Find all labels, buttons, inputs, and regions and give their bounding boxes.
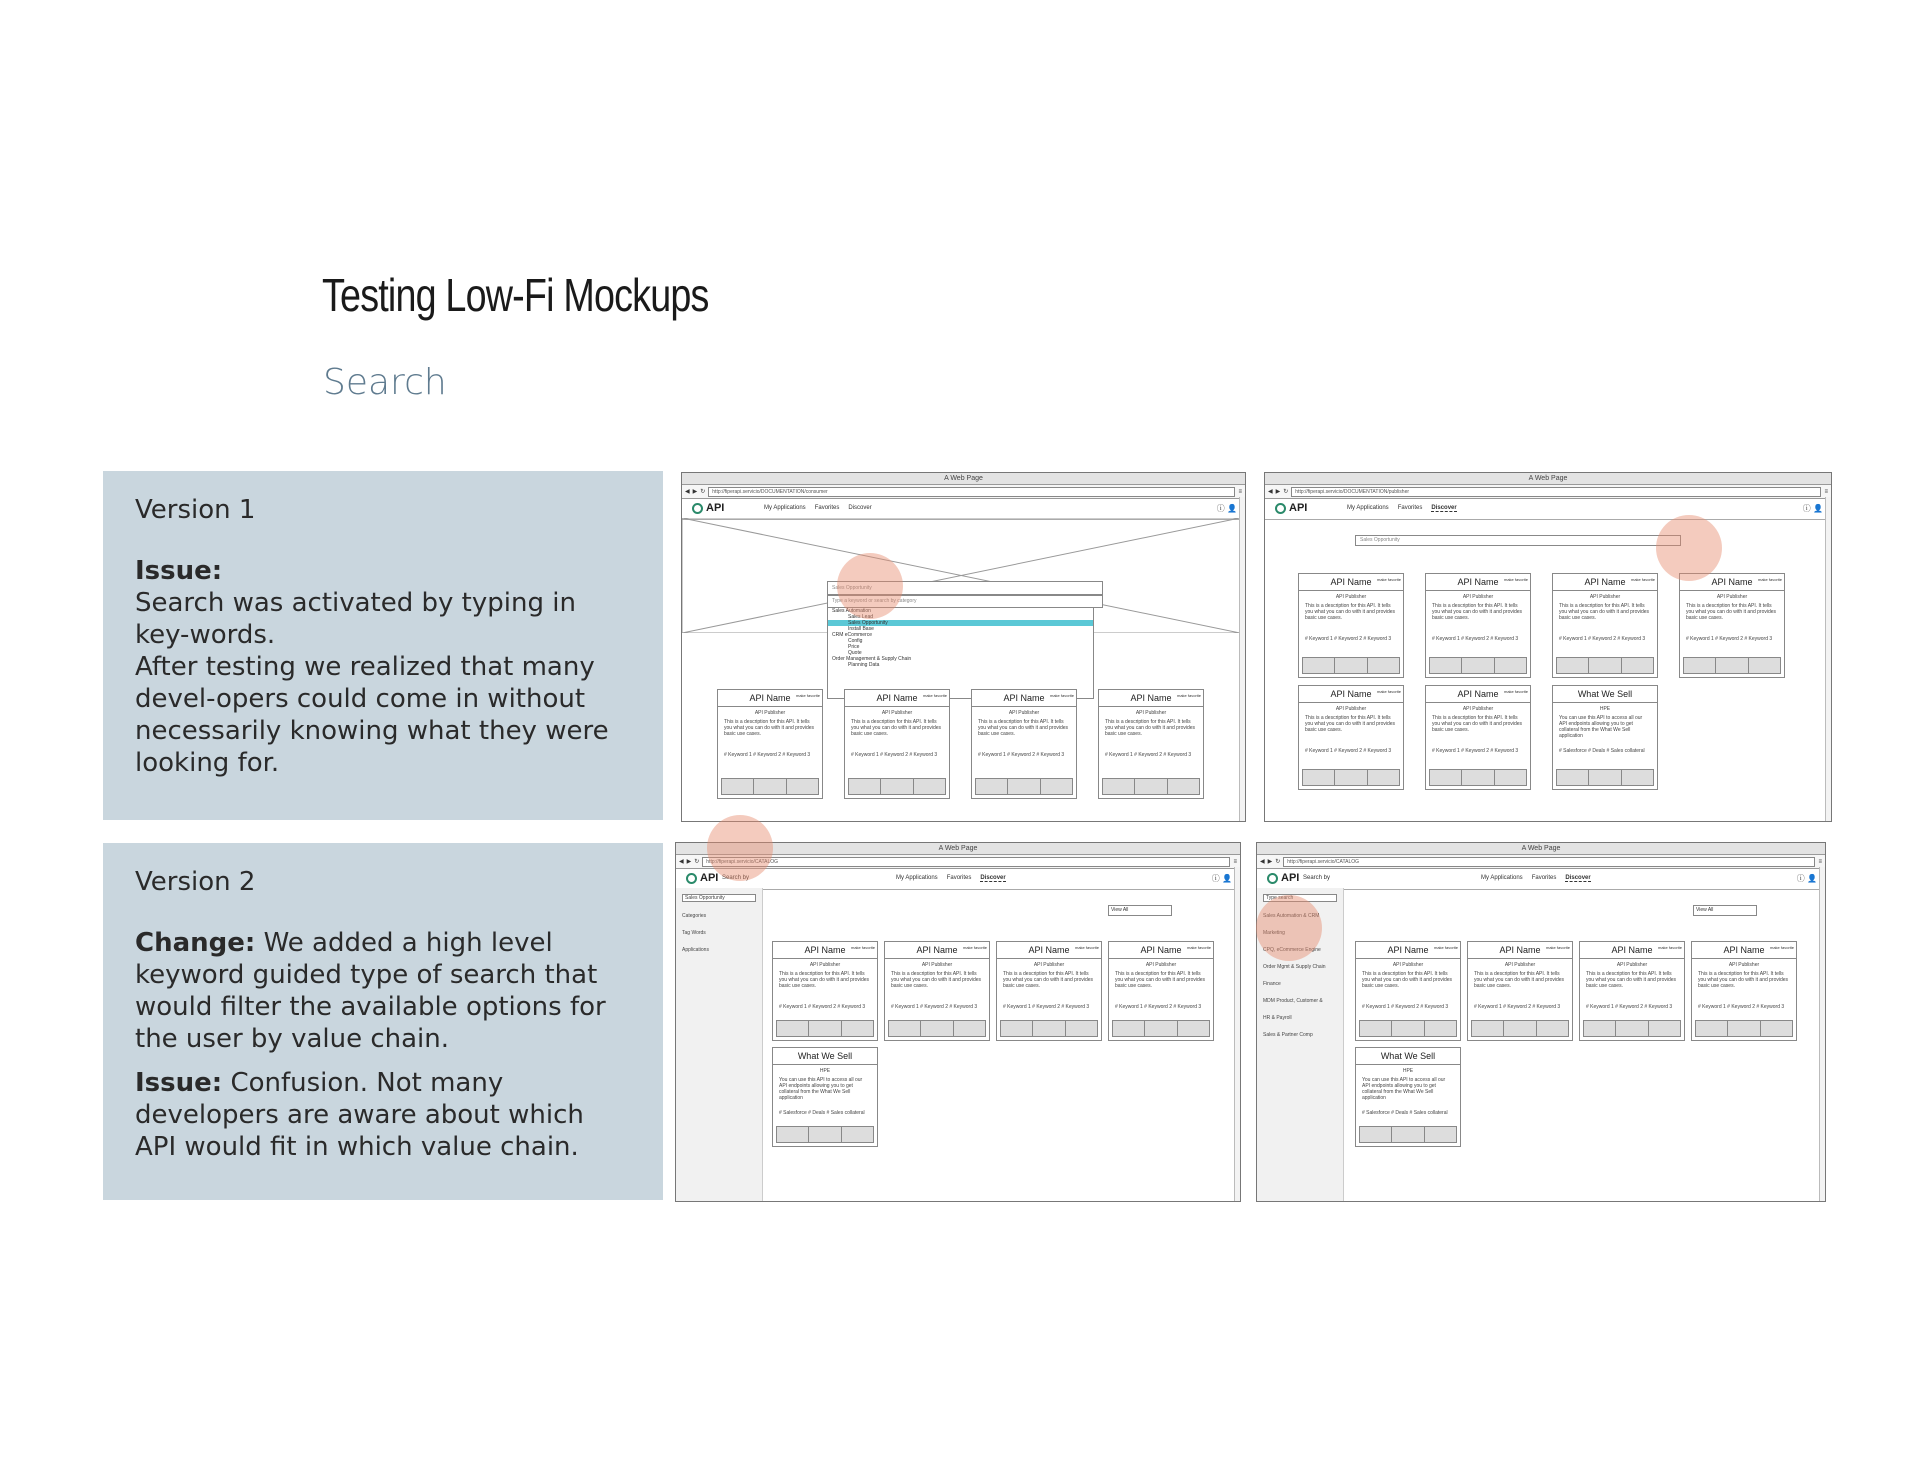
search-by-toggle[interactable]: Search by: [722, 875, 750, 881]
card-stats: [1102, 778, 1200, 795]
nav-favorites[interactable]: Favorites: [1531, 875, 1557, 881]
card-stats: [1583, 1020, 1681, 1037]
api-card[interactable]: [1108, 941, 1214, 1041]
api-card[interactable]: [1425, 573, 1531, 678]
card-tags: # Keyword 1 # Keyword 2 # Keyword 3: [891, 1004, 978, 1010]
card-description: You can use this API to access all our API endpoints allowing you to get collateral from the What We Sell application: [779, 1077, 863, 1101]
favorite-link[interactable]: make favorite: [1433, 945, 1458, 950]
card-tags: # Keyword 1 # Keyword 2 # Keyword 3: [1698, 1004, 1785, 1010]
card-tags: # Salesforce # Deals # Sales collateral: [1362, 1110, 1448, 1116]
sidebar-item[interactable]: Order Mgmt & Supply Chain: [1263, 964, 1326, 970]
favorite-link[interactable]: make favorite: [1049, 693, 1074, 698]
card-header: [1692, 942, 1796, 959]
card-publisher: API Publisher: [1462, 594, 1494, 600]
back-icon[interactable]: ◀: [679, 859, 684, 865]
card-publisher: API Publisher: [1335, 594, 1367, 600]
favorite-link[interactable]: make favorite: [922, 693, 947, 698]
highlight-circle: [707, 815, 773, 881]
card-tags: # Keyword 1 # Keyword 2 # Keyword 3: [1559, 636, 1646, 642]
api-card[interactable]: [1298, 573, 1404, 678]
card-title: API Name: [1330, 689, 1372, 699]
card-description: This is a description for this API. It tells you what you can do with it and provides basic use cases.: [978, 719, 1069, 737]
view-all-select[interactable]: View All: [1108, 905, 1172, 916]
card-stats: [776, 1020, 874, 1037]
page-subtitle: Search: [323, 362, 447, 403]
card-publisher: API Publisher: [1135, 710, 1167, 716]
card-publisher: API Publisher: [1392, 962, 1424, 968]
api-card[interactable]: [772, 941, 878, 1041]
card-title: API Name: [1387, 945, 1429, 955]
card-title: API Name: [916, 945, 958, 955]
card-description: This is a description for this API. It tells you what you can do with it and provides basic use cases.: [779, 971, 870, 989]
issue-text-v2: Confusion. Not many developers are aware about which API would fit in which value chain.: [135, 1068, 584, 1162]
view-all-select[interactable]: View All: [1693, 905, 1757, 916]
api-card[interactable]: [1679, 573, 1785, 678]
favorite-link[interactable]: make favorite: [1545, 945, 1570, 950]
version-1-panel: [103, 471, 663, 820]
scrollbar[interactable]: [1825, 497, 1831, 821]
card-publisher: API Publisher: [809, 962, 841, 968]
favorite-link[interactable]: make favorite: [1503, 577, 1528, 582]
mockup-v1-publisher: [1264, 472, 1832, 822]
change-label: Change:: [135, 928, 256, 958]
api-card[interactable]: [971, 689, 1077, 799]
card-publisher: API Publisher: [1728, 962, 1760, 968]
card-header: [972, 690, 1076, 707]
favorite-link[interactable]: make favorite: [1186, 945, 1211, 950]
sidebar: [676, 888, 763, 1201]
sidebar-item[interactable]: Sales Automation & CRM: [1263, 913, 1320, 919]
nav-favorites[interactable]: Favorites: [814, 505, 840, 511]
card-tags: # Keyword 1 # Keyword 2 # Keyword 3: [1362, 1004, 1449, 1010]
card-title: API Name: [1499, 945, 1541, 955]
sidebar-item[interactable]: MDM Product, Customer &: [1263, 998, 1323, 1004]
nav-discover[interactable]: Discover: [848, 505, 872, 511]
card-tags: # Keyword 1 # Keyword 2 # Keyword 3: [1305, 636, 1392, 642]
info-icon[interactable]: ⓘ: [1802, 504, 1811, 513]
card-stats: [848, 778, 946, 795]
search-by-toggle[interactable]: Search by: [1303, 875, 1331, 881]
card-header: [997, 942, 1101, 959]
nav-discover[interactable]: Discover: [980, 875, 1006, 881]
dropdown-item[interactable]: Quote: [848, 650, 862, 656]
card-header: [773, 1048, 877, 1065]
nav-my-applications[interactable]: My Applications: [1481, 875, 1523, 881]
card-tags: # Keyword 1 # Keyword 2 # Keyword 3: [1105, 752, 1192, 758]
api-card[interactable]: [1425, 685, 1531, 790]
sidebar-item-categories[interactable]: Categories: [682, 913, 707, 919]
user-icon[interactable]: 👤: [1227, 504, 1237, 513]
info-icon[interactable]: ⓘ: [1211, 874, 1220, 883]
card-publisher: HPE: [1599, 706, 1611, 712]
reload-icon[interactable]: ↻: [1275, 859, 1281, 865]
nav-my-applications[interactable]: My Applications: [764, 505, 806, 511]
reload-icon[interactable]: ↻: [694, 859, 700, 865]
version-2-panel: [103, 843, 663, 1200]
api-card[interactable]: [717, 689, 823, 799]
page-title: Testing Low-Fi Mockups: [322, 269, 709, 321]
info-icon[interactable]: ⓘ: [1796, 874, 1805, 883]
card-publisher: HPE: [1402, 1068, 1414, 1074]
card-header: [1109, 942, 1213, 959]
what-we-sell-card[interactable]: [1355, 1047, 1461, 1147]
change-text: We added a high level keyword guided type of search that would filter the available options for the user by value chain.: [135, 928, 606, 1054]
favorite-link[interactable]: make favorite: [1376, 577, 1401, 582]
api-card[interactable]: [1355, 941, 1461, 1041]
url-bar[interactable]: http://fiperapi.servicio/CATALOG: [702, 857, 1230, 867]
sidebar-item-applications[interactable]: Applications: [682, 947, 709, 953]
card-title: API Name: [1457, 689, 1499, 699]
card-title: API Name: [1457, 577, 1499, 587]
api-card[interactable]: [1298, 685, 1404, 790]
card-header: [773, 942, 877, 959]
scrollbar[interactable]: [1234, 867, 1240, 1201]
card-header: [1553, 686, 1657, 703]
api-logo[interactable]: API: [1275, 502, 1307, 514]
dropdown-item[interactable]: Sales Lead: [848, 614, 874, 620]
card-header: [1099, 690, 1203, 707]
card-publisher: API Publisher: [1616, 962, 1648, 968]
card-description: This is a description for this API. It tells you what you can do with it and provides basic use cases.: [1305, 603, 1396, 621]
window-title: A Web Page: [682, 473, 1245, 485]
card-description: This is a description for this API. It tells you what you can do with it and provides basic use cases.: [1432, 603, 1523, 621]
mockup-v1-consumer: [681, 472, 1246, 822]
card-publisher: API Publisher: [1335, 706, 1367, 712]
card-stats: [1556, 769, 1654, 786]
window-title: A Web Page: [1257, 843, 1825, 855]
back-icon[interactable]: ◀: [1260, 859, 1265, 865]
favorite-link[interactable]: make favorite: [1657, 945, 1682, 950]
card-header: [718, 690, 822, 707]
user-icon[interactable]: 👤: [1813, 504, 1823, 513]
api-logo[interactable]: API: [692, 502, 724, 514]
card-tags: # Keyword 1 # Keyword 2 # Keyword 3: [1003, 1004, 1090, 1010]
search-input[interactable]: Sales Opportunity: [1355, 535, 1681, 546]
card-stats: [1302, 769, 1400, 786]
dropdown-item[interactable]: Sales Automation: [832, 608, 871, 614]
card-title: What We Sell: [1380, 1051, 1436, 1061]
card-title: API Name: [1003, 693, 1045, 703]
back-icon[interactable]: ◀: [1268, 489, 1273, 495]
card-title: API Name: [1330, 577, 1372, 587]
card-description: This is a description for this API. It tells you what you can do with it and provides basic use cases.: [1003, 971, 1094, 989]
card-publisher: API Publisher: [1033, 962, 1065, 968]
card-stats: [1429, 769, 1527, 786]
info-icon[interactable]: ⓘ: [1216, 504, 1225, 513]
nav-favorites[interactable]: Favorites: [1397, 505, 1423, 511]
scrollbar[interactable]: [1239, 497, 1245, 821]
card-stats: [975, 778, 1073, 795]
card-description: This is a description for this API. It tells you what you can do with it and provides basic use cases.: [891, 971, 982, 989]
card-header: [1299, 574, 1403, 591]
card-title: What We Sell: [1577, 689, 1633, 699]
dropdown-item[interactable]: CRM eCommerce: [832, 632, 873, 638]
category-dropdown[interactable]: [827, 607, 1094, 699]
card-description: This is a description for this API. It tells you what you can do with it and provides basic use cases.: [851, 719, 942, 737]
api-card[interactable]: [1691, 941, 1797, 1041]
favorite-link[interactable]: make favorite: [1769, 945, 1794, 950]
card-description: This is a description for this API. It tells you what you can do with it and provides basic use cases.: [724, 719, 815, 737]
highlight-circle: [1656, 515, 1722, 581]
favorite-link[interactable]: make favorite: [1376, 689, 1401, 694]
card-publisher: API Publisher: [1716, 594, 1748, 600]
nav-favorites[interactable]: Favorites: [946, 875, 972, 881]
menu-icon[interactable]: ≡: [1824, 488, 1828, 495]
user-icon[interactable]: 👤: [1807, 874, 1817, 883]
card-header: [1356, 942, 1460, 959]
card-description: This is a description for this API. It tells you what you can do with it and provides basic use cases.: [1432, 715, 1523, 733]
issue-text: Search was activated by typing in key-words.: [135, 588, 576, 650]
dropdown-item[interactable]: Config: [848, 638, 863, 644]
dropdown-item[interactable]: Price: [848, 644, 860, 650]
issue-label: Issue:: [135, 556, 223, 586]
nav-discover[interactable]: Discover: [1565, 875, 1591, 881]
forward-icon[interactable]: ▶: [1275, 489, 1281, 495]
card-header: [1553, 574, 1657, 591]
card-publisher: API Publisher: [921, 962, 953, 968]
card-stats: [888, 1020, 986, 1037]
api-card[interactable]: [1467, 941, 1573, 1041]
card-stats: [1429, 657, 1527, 674]
favorite-link[interactable]: make favorite: [1757, 577, 1782, 582]
favorite-link[interactable]: make favorite: [1074, 945, 1099, 950]
card-title: API Name: [1711, 577, 1753, 587]
card-title: API Name: [1130, 693, 1172, 703]
card-description: You can use this API to access all our API endpoints allowing you to get collateral from the What We Sell application: [1362, 1077, 1446, 1101]
api-card[interactable]: [884, 941, 990, 1041]
card-header: [1426, 686, 1530, 703]
sidebar-item[interactable]: HR & Payroll: [1263, 1015, 1292, 1021]
favorite-link[interactable]: make favorite: [850, 945, 875, 950]
version-2-label: Version 2: [135, 867, 256, 897]
what-we-sell-card[interactable]: [772, 1047, 878, 1147]
card-stats: [1695, 1020, 1793, 1037]
card-tags: # Keyword 1 # Keyword 2 # Keyword 3: [1115, 1004, 1202, 1010]
search-input[interactable]: Type a keyword or search by category: [827, 595, 1103, 608]
version-1-label: Version 1: [135, 495, 256, 525]
dropdown-item-selected[interactable]: Sales Opportunity: [828, 620, 1093, 626]
sidebar-item[interactable]: Finance: [1263, 981, 1281, 987]
menu-icon[interactable]: ≡: [1818, 858, 1822, 865]
mockup-v2-catalog: [675, 842, 1241, 1202]
card-publisher: API Publisher: [1145, 962, 1177, 968]
card-tags: # Keyword 1 # Keyword 2 # Keyword 3: [1474, 1004, 1561, 1010]
card-tags: # Keyword 1 # Keyword 2 # Keyword 3: [724, 752, 811, 758]
sidebar-item-tag-words[interactable]: Tag Words: [682, 930, 706, 936]
url-bar[interactable]: http://fiperapi.servicio/DOCUMENTATION/publisher: [1291, 487, 1821, 497]
card-title: API Name: [1611, 945, 1653, 955]
card-description: This is a description for this API. It tells you what you can do with it and provides basic use cases.: [1686, 603, 1777, 621]
favorite-link[interactable]: make favorite: [1176, 693, 1201, 698]
url-bar[interactable]: http://fiperapi.servicio/CATALOG: [1283, 857, 1815, 867]
card-stats: [1556, 657, 1654, 674]
card-description: This is a description for this API. It tells you what you can do with it and provides basic use cases.: [1362, 971, 1453, 989]
favorite-link[interactable]: make favorite: [795, 693, 820, 698]
card-publisher: API Publisher: [881, 710, 913, 716]
card-title: API Name: [1028, 945, 1070, 955]
card-stats: [1683, 657, 1781, 674]
card-publisher: API Publisher: [754, 710, 786, 716]
card-description: This is a description for this API. It tells you what you can do with it and provides basic use cases.: [1105, 719, 1196, 737]
reload-icon[interactable]: ↻: [1283, 489, 1289, 495]
sidebar-search[interactable]: Type search: [1263, 894, 1337, 902]
mockup-v2-search-by: [1256, 842, 1826, 1202]
sidebar-item[interactable]: Sales & Partner Comp: [1263, 1032, 1313, 1038]
card-title: API Name: [1584, 577, 1626, 587]
what-we-sell-card[interactable]: [1552, 685, 1658, 790]
card-tags: # Salesforce # Deals # Sales collateral: [1559, 748, 1645, 754]
favorite-link[interactable]: make favorite: [1503, 689, 1528, 694]
window-title: A Web Page: [1265, 473, 1831, 485]
api-card[interactable]: [1579, 941, 1685, 1041]
card-stats: [1112, 1020, 1210, 1037]
card-tags: # Keyword 1 # Keyword 2 # Keyword 3: [779, 1004, 866, 1010]
card-stats: [721, 778, 819, 795]
dropdown-item[interactable]: Install Base: [848, 626, 874, 632]
sidebar-search[interactable]: Sales Opportunity: [682, 894, 756, 902]
card-header: [1299, 686, 1403, 703]
search-field[interactable]: Sales Opportunity: [827, 581, 1103, 595]
card-header: [1580, 942, 1684, 959]
api-card[interactable]: [1552, 573, 1658, 678]
card-publisher: API Publisher: [1589, 594, 1621, 600]
api-card[interactable]: [844, 689, 950, 799]
card-description: This is a description for this API. It tells you what you can do with it and provides basic use cases.: [1474, 971, 1565, 989]
url-bar[interactable]: http://fiperapi.servicio/DOCUMENTATION/consumer: [708, 487, 1235, 497]
card-header: [1468, 942, 1572, 959]
card-tags: # Keyword 1 # Keyword 2 # Keyword 3: [1686, 636, 1773, 642]
nav-my-applications[interactable]: My Applications: [896, 875, 938, 881]
card-publisher: API Publisher: [1504, 962, 1536, 968]
sidebar-item[interactable]: CPQ, eCommerce Engine: [1263, 947, 1321, 953]
favorite-link[interactable]: make favorite: [962, 945, 987, 950]
scrollbar[interactable]: [1819, 867, 1825, 1201]
card-tags: # Keyword 1 # Keyword 2 # Keyword 3: [1432, 636, 1519, 642]
card-title: API Name: [1723, 945, 1765, 955]
dropdown-item[interactable]: Order Management & Supply Chain: [832, 656, 912, 662]
card-description: This is a description for this API. It tells you what you can do with it and provides basic use cases.: [1305, 715, 1396, 733]
card-description: This is a description for this API. It tells you what you can do with it and provides basic use cases.: [1559, 603, 1650, 621]
card-header: [1426, 574, 1530, 591]
nav-discover[interactable]: Discover: [1431, 505, 1457, 511]
card-description: This is a description for this API. It tells you what you can do with it and provides basic use cases.: [1698, 971, 1789, 989]
highlight-circle: [1256, 895, 1322, 961]
api-logo[interactable]: API: [686, 872, 718, 884]
sidebar-item[interactable]: Marketing: [1263, 930, 1285, 936]
card-description: You can use this API to access all our API endpoints allowing you to get collateral from the What We Sell application: [1559, 715, 1643, 739]
card-title: API Name: [876, 693, 918, 703]
back-icon[interactable]: ◀: [685, 489, 690, 495]
window-title: A Web Page: [676, 843, 1240, 855]
api-card[interactable]: [996, 941, 1102, 1041]
dropdown-item[interactable]: Planning Data: [848, 662, 880, 668]
api-logo[interactable]: API: [1267, 872, 1299, 884]
menu-icon[interactable]: ≡: [1238, 488, 1242, 495]
card-description: This is a description for this API. It tells you what you can do with it and provides basic use cases.: [1115, 971, 1206, 989]
forward-icon[interactable]: ▶: [686, 859, 692, 865]
card-title: API Name: [749, 693, 791, 703]
card-tags: # Keyword 1 # Keyword 2 # Keyword 3: [1432, 748, 1519, 754]
card-publisher: HPE: [819, 1068, 831, 1074]
card-title: API Name: [804, 945, 846, 955]
card-tags: # Keyword 1 # Keyword 2 # Keyword 3: [1305, 748, 1392, 754]
card-publisher: API Publisher: [1462, 706, 1494, 712]
issue-text-2: After testing we realized that many devel-opers could come in without necessarily knowing what they were looking for.: [135, 652, 609, 778]
card-stats: [1302, 657, 1400, 674]
nav-my-applications[interactable]: My Applications: [1347, 505, 1389, 511]
card-tags: # Salesforce # Deals # Sales collateral: [779, 1110, 865, 1116]
issue-label-2: Issue:: [135, 1068, 223, 1098]
reload-icon[interactable]: ↻: [700, 489, 706, 495]
card-tags: # Keyword 1 # Keyword 2 # Keyword 3: [1586, 1004, 1673, 1010]
forward-icon[interactable]: ▶: [692, 489, 698, 495]
user-icon[interactable]: 👤: [1222, 874, 1232, 883]
api-card[interactable]: [1098, 689, 1204, 799]
card-stats: [1359, 1126, 1457, 1143]
menu-icon[interactable]: ≡: [1233, 858, 1237, 865]
card-tags: # Keyword 1 # Keyword 2 # Keyword 3: [978, 752, 1065, 758]
card-title: What We Sell: [797, 1051, 853, 1061]
forward-icon[interactable]: ▶: [1267, 859, 1273, 865]
card-stats: [1471, 1020, 1569, 1037]
card-header: [845, 690, 949, 707]
card-stats: [1359, 1020, 1457, 1037]
card-publisher: API Publisher: [1008, 710, 1040, 716]
card-header: [1356, 1048, 1460, 1065]
card-description: This is a description for this API. It tells you what you can do with it and provides basic use cases.: [1586, 971, 1677, 989]
highlight-circle: [837, 553, 903, 619]
card-title: API Name: [1140, 945, 1182, 955]
card-stats: [776, 1126, 874, 1143]
card-tags: # Keyword 1 # Keyword 2 # Keyword 3: [851, 752, 938, 758]
card-stats: [1000, 1020, 1098, 1037]
card-header: [885, 942, 989, 959]
favorite-link[interactable]: make favorite: [1630, 577, 1655, 582]
